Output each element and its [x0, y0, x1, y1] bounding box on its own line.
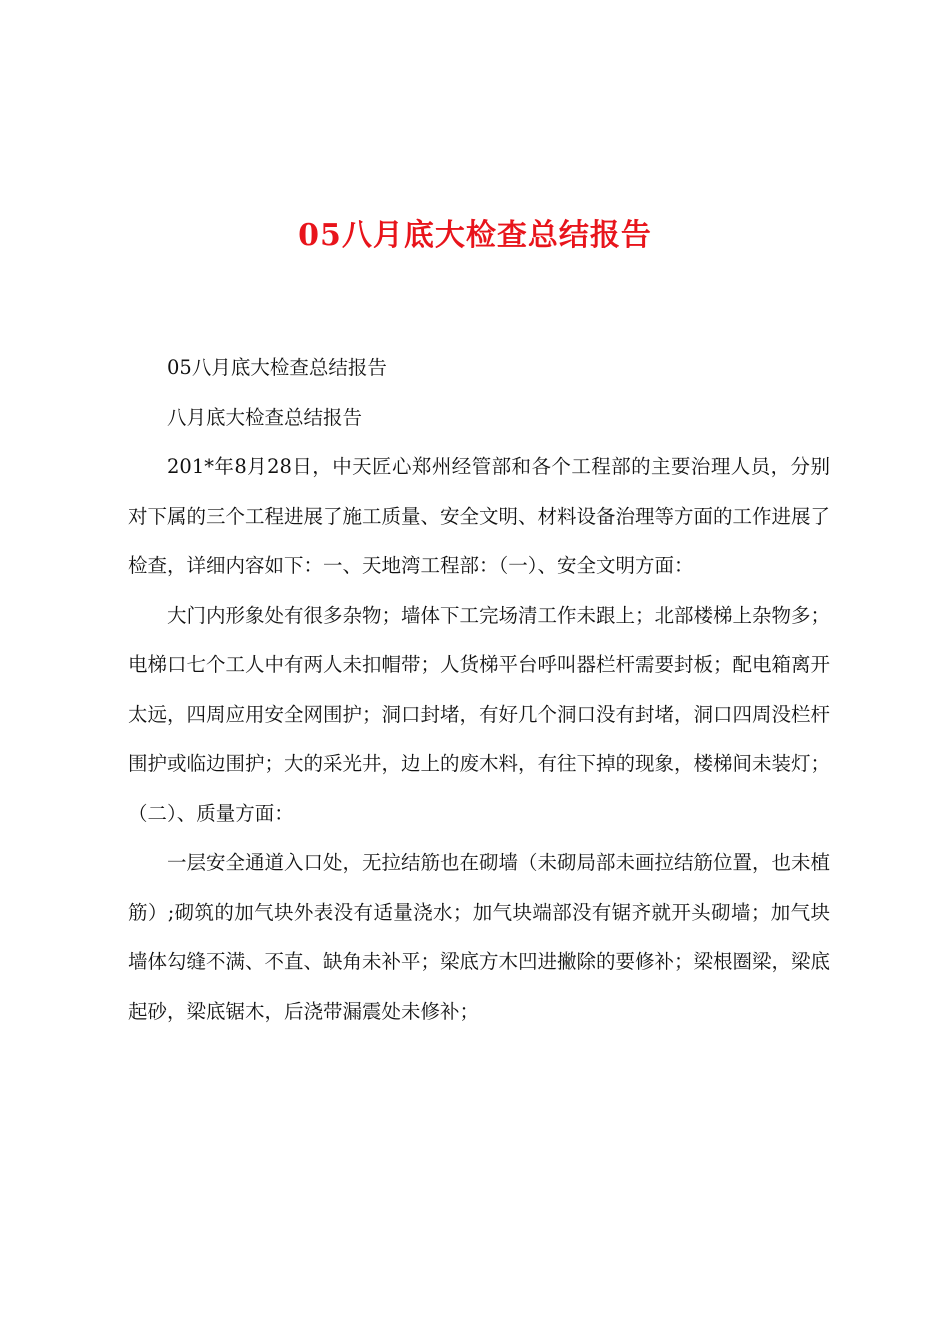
document-title: 05八月底大检查总结报告 — [298, 218, 652, 253]
paragraph-intro: 201*年8月28日，中天匠心郑州经管部和各个工程部的主要治理人员，分别对下属的三个工程进展了施工质量、安全文明、材料设备治理等方面的工作进展了检查，详细内容如下：一、天地湾工程部：（一）、安全文明方面： — [128, 455, 831, 577]
paragraph-subtitle: 八月底大检查总结报告 — [167, 405, 363, 429]
document-body — [128, 343, 830, 1036]
paragraph-safety: 大门内形象处有很多杂物；墙体下工完场清工作未跟上；北部楼梯上杂物多；电梯口七个工人中有两人未扣帽带；人货梯平台呼叫器栏杆需要封板；配电箱离开太远，四周应用安全网围护；洞口封堵，有好几个洞口没有封堵，洞口四周没栏杆围护或临边围护；大的采光井，边上的废木料，有往下掉的现象，楼梯间未装灯；（二）、质量方面： — [128, 603, 831, 825]
paragraph-heading-repeat: 05八月底大检查总结报告 — [167, 356, 387, 379]
paragraph-quality: 一层安全通道入口处，无拉结筋也在砌墙（未砌局部未画拉结筋位置，也未植筋）;砌筑的加气块外表没有适量浇水；加气块端部没有锯齐就开头砌墙；加气块墙体勾缝不满、不直、缺角未补平；梁底方木凹进撇除的要修补；梁根圈梁，梁底起砂，梁底锯木，后浇带漏震处未修补； — [128, 851, 831, 1023]
